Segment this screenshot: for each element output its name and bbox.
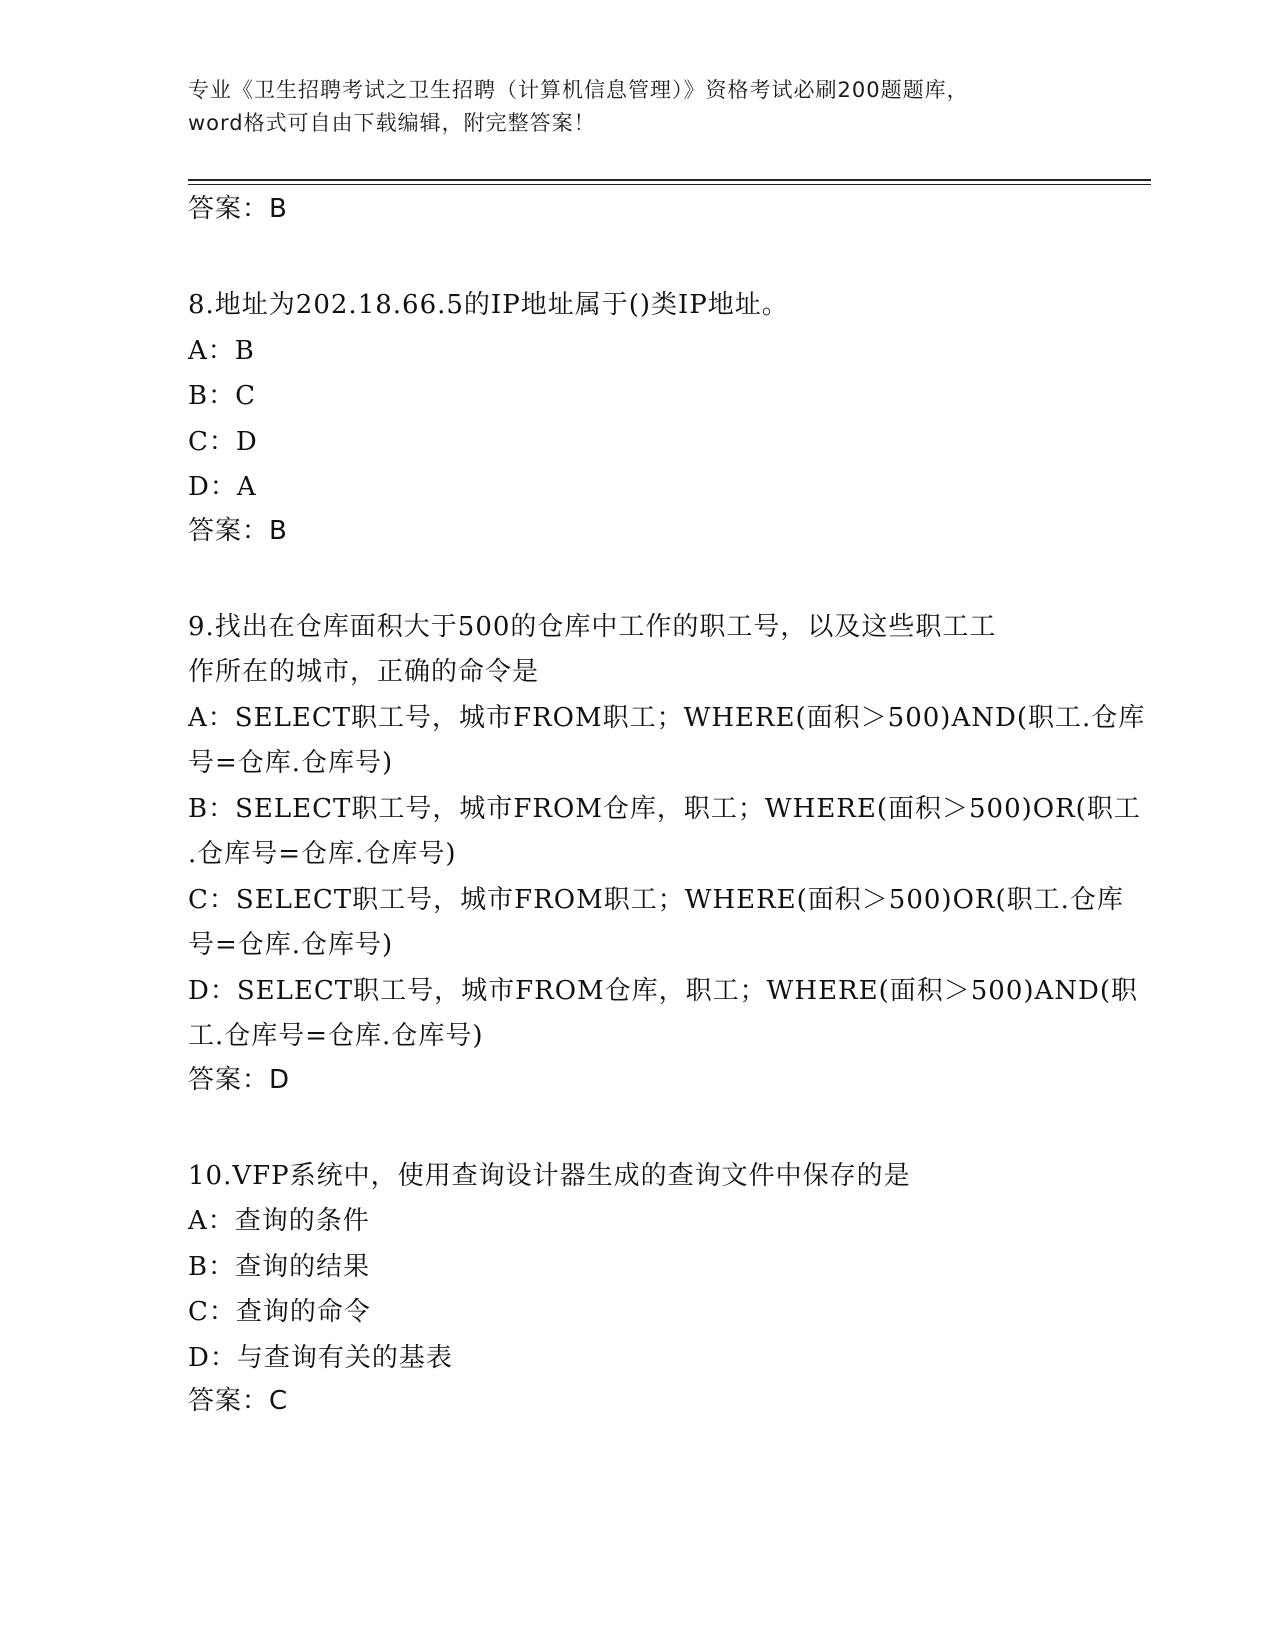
question-9-option-c-line-1: C：SELECT职工号，城市FROM职工；WHERE(面积＞500)OR(职工.仓库 xyxy=(188,884,1124,915)
header-divider-thin xyxy=(188,184,1151,185)
question-10-answer: 答案：C xyxy=(188,1386,289,1416)
question-10-option-c: C：查询的命令 xyxy=(188,1297,371,1327)
question-9-option-c xyxy=(188,878,1124,969)
question-9-text-line-2: 作所在的城市，正确的命令是 xyxy=(188,657,540,687)
question-10-option-a: A：查询的条件 xyxy=(188,1206,370,1236)
question-9-option-a-line-2: 号=仓库.仓库号) xyxy=(188,748,394,778)
question-9-option-c-line-2: 号=仓库.仓库号) xyxy=(188,930,394,960)
header-title-line-2: word格式可自由下载编辑，附完整答案！ xyxy=(188,111,596,135)
question-8-option-b: B：C xyxy=(188,381,257,411)
question-content xyxy=(188,191,1146,1419)
question-10 xyxy=(188,1154,1088,1420)
question-8-text: 8.地址为202.18.66.5的IP地址属于()类IP地址。 xyxy=(188,290,789,320)
question-9-option-a xyxy=(188,696,1146,787)
header-title-line-1: 专业《卫生招聘考试之卫生招聘（计算机信息管理）》资格考试必刷200题题库， xyxy=(188,78,969,102)
question-9-option-d-line-2: 工.仓库号=仓库.仓库号) xyxy=(188,1021,484,1051)
question-8-answer: 答案：B xyxy=(188,515,288,546)
header-divider-thick xyxy=(188,179,1151,181)
question-9-option-b-line-2: .仓库号=仓库.仓库号) xyxy=(188,839,457,869)
question-10-option-b: B：查询的结果 xyxy=(188,1251,371,1282)
question-8-option-d: D：A xyxy=(188,472,257,502)
page-header xyxy=(188,74,1088,140)
question-8 xyxy=(188,283,1088,549)
question-8-option-a: A：B xyxy=(188,335,255,366)
question-8-option-c: C：D xyxy=(188,426,258,457)
question-10-text: 10.VFP系统中，使用查询设计器生成的查询文件中保存的是 xyxy=(188,1160,911,1191)
question-9-option-d xyxy=(188,969,1139,1060)
question-9-text xyxy=(188,605,1088,696)
question-9-text-line-1: 9.找出在仓库面积大于500的仓库中工作的职工号，以及这些职工工 xyxy=(188,611,997,642)
question-9-option-a-line-1: A：SELECT职工号，城市FROM职工；WHERE(面积＞500)AND(职工.仓库 xyxy=(188,702,1146,733)
question-9-option-b xyxy=(188,787,1141,878)
question-10-option-d: D：与查询有关的基表 xyxy=(188,1342,453,1373)
question-9 xyxy=(188,605,1146,1098)
question-9-answer: 答案：D xyxy=(188,1064,291,1095)
question-9-option-b-line-1: B：SELECT职工号，城市FROM仓库，职工；WHERE(面积＞500)OR(职工 xyxy=(188,793,1141,824)
question-9-option-d-line-1: D：SELECT职工号，城市FROM仓库，职工；WHERE(面积＞500)AND(职 xyxy=(188,975,1139,1006)
answer-previous-question: 答案：B xyxy=(188,194,288,224)
